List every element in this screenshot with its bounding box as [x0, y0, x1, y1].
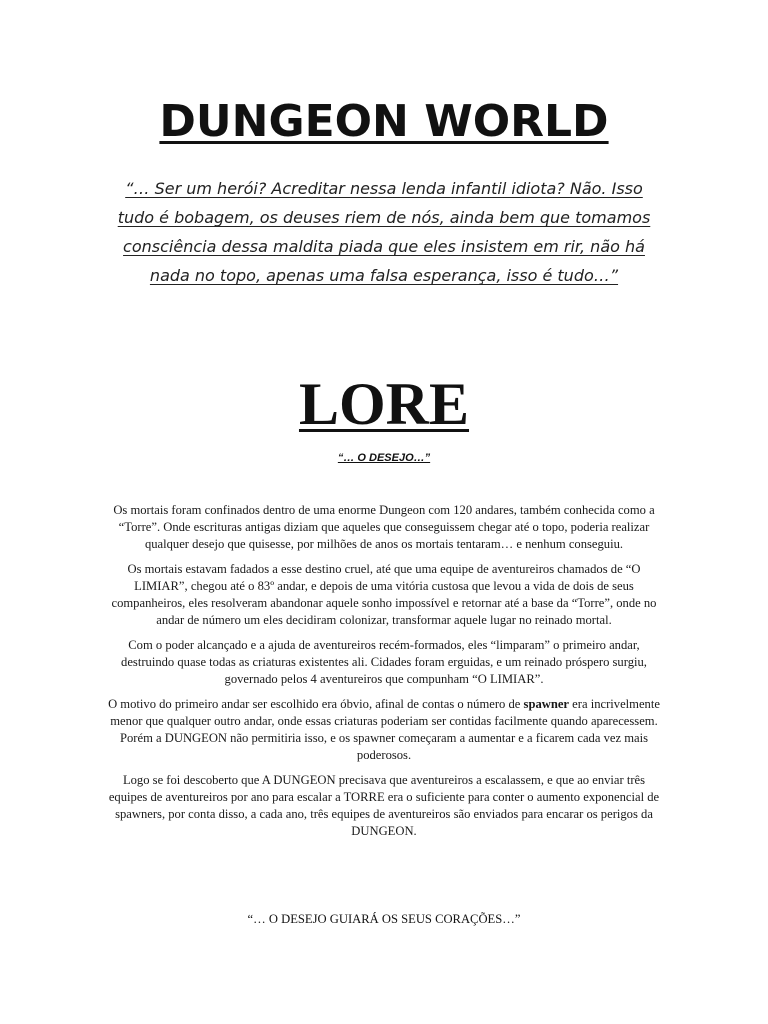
document-title-text: DUNGEON WORLD: [159, 96, 609, 147]
lore-heading: [0, 370, 768, 439]
lore-body: [106, 502, 662, 848]
paragraph: Com o poder alcançado e a ajuda de aventureiros recém-formados, eles “limparam” o primeiro andar, destruindo quase todas as criaturas existentes ali. Cidades foram erguidas, e um reinado próspero surgiu, governado pelos 4 aventureiros que compunham “O LIMIAR”.: [121, 638, 647, 686]
paragraph-text: era incrivelmente menor que qualquer outro andar, onde essas criaturas poderiam ser contidas facilmente quando aparecessem. Porém a DUNGEON não permitiria isso, e os spawner começaram a aumentar e a ficarem cada vez mais poderosos.: [110, 697, 660, 762]
paragraph-text: O motivo do primeiro andar ser escolhido era óbvio, afinal de contas o número de: [108, 697, 524, 711]
spawner-term: spawner: [523, 697, 570, 711]
lore-subtitle-text: “… O DESEJO…”: [337, 452, 431, 464]
intro-quote: “… Ser um herói? Acreditar nessa lenda infantil idiota? Não. Isso tudo é bobagem, os deuses riem de nós, ainda bem que tomamos consciência dessa maldita piada que eles insistem em rir, não há nada no topo, apenas uma falsa esperança, isso é tudo…”: [117, 179, 651, 285]
closing-quote: “… O DESEJO GUIARÁ OS SEUS CORAÇÕES…”: [247, 912, 521, 926]
lore-subtitle: [0, 452, 768, 464]
paragraph: Os mortais foram confinados dentro de uma enorme Dungeon com 120 andares, também conhecida como a “Torre”. Onde escrituras antigas diziam que aqueles que conseguissem chegar até o topo, poderia realizar qualquer desejo que quisesse, por milhões de anos os mortais tentaram… e nenhum conseguiu.: [113, 503, 655, 551]
paragraph: [106, 696, 662, 764]
paragraph: Os mortais estavam fadados a esse destino cruel, até que uma equipe de aventureiros chamados de “O LIMIAR”, chegou até o 83º andar, e depois de uma vitória custosa que levou a vida de dois de seus companheiros, eles resolveram abandonar aquele sonho impossível e retornar até a base da “Torre”, onde no andar de número um eles decidiram colonizar, transformar aquele lugar no reinado mortal.: [111, 562, 657, 627]
paragraph: Logo se foi descoberto que A DUNGEON precisava que aventureiros a escalassem, e que ao enviar três equipes de aventureiros por ano para escalar a TORRE era o suficiente para conter o aumento exponencial de spawners, por conta disso, a cada ano, três equipes de aventureiros são enviados para encarar os perigos da DUNGEON.: [108, 773, 660, 838]
lore-heading-text: LORE: [298, 371, 470, 437]
document-title: [0, 96, 768, 147]
